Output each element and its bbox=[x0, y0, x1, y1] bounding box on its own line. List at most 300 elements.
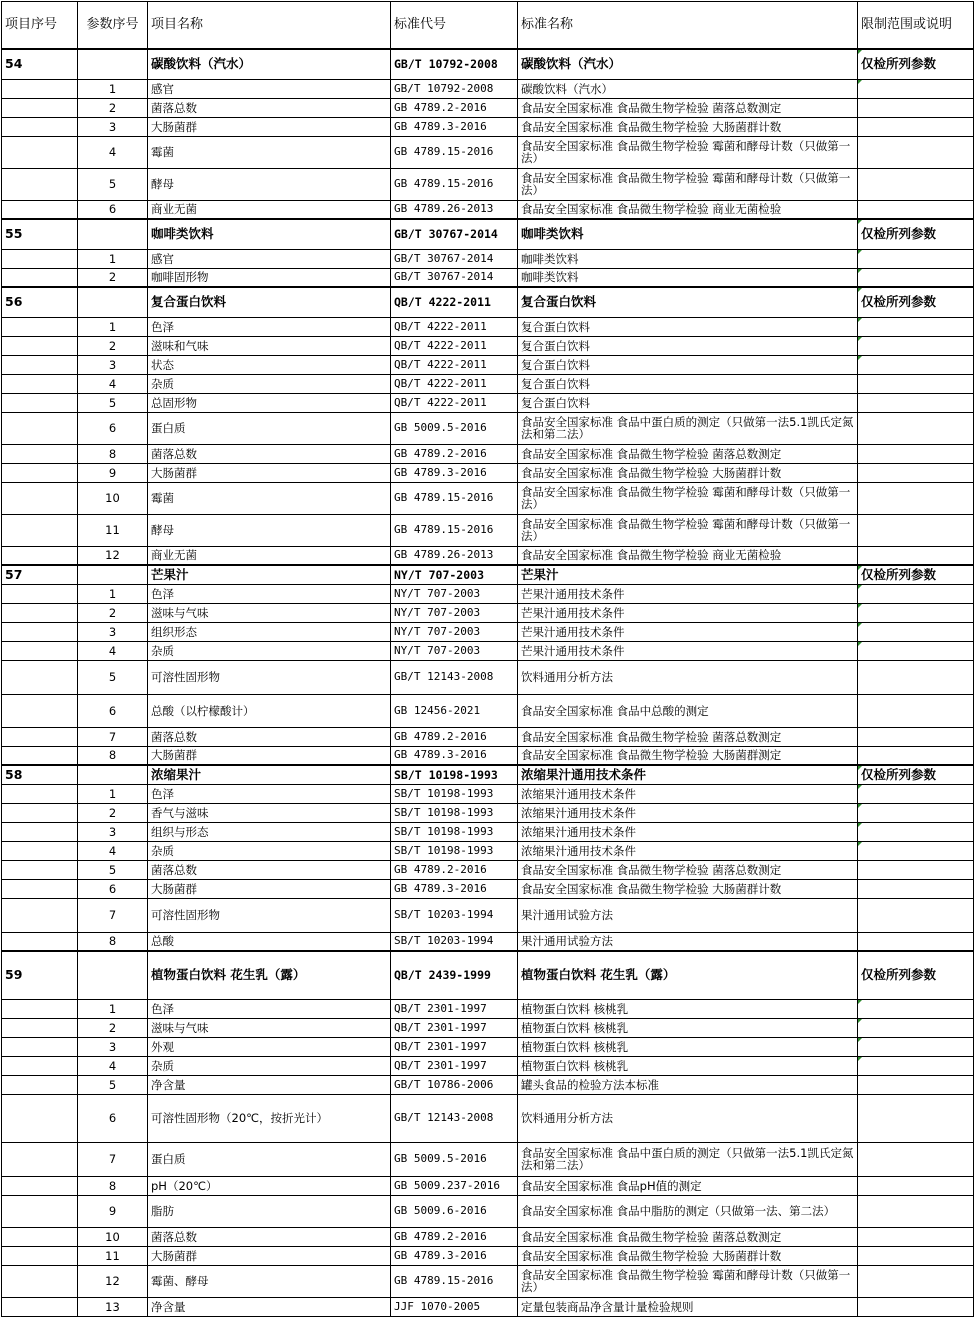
cell-standard-code bbox=[391, 803, 518, 822]
cell-standard-code bbox=[391, 268, 518, 287]
cell-text: 仅检所列参数 bbox=[861, 294, 937, 310]
cell-limit-scope bbox=[858, 660, 974, 694]
cell-standard-code bbox=[391, 784, 518, 803]
cell-standard-name bbox=[518, 1227, 858, 1246]
table-row bbox=[2, 1195, 974, 1227]
cell-text: 芒果汁通用技术条件 bbox=[521, 624, 625, 639]
cell-item-name bbox=[148, 1018, 391, 1037]
cell-text: GB 4789.2-2016 bbox=[394, 729, 487, 743]
table-row bbox=[2, 622, 974, 641]
cell-text: 咖啡类饮料 bbox=[521, 226, 584, 242]
cell-param-no bbox=[78, 514, 148, 546]
cell-item-name bbox=[148, 444, 391, 463]
cell-standard-name bbox=[518, 603, 858, 622]
cell-text: 55 bbox=[5, 226, 23, 242]
cell-item-no bbox=[2, 694, 78, 727]
cell-text: GB 4789.26-2013 bbox=[394, 548, 494, 562]
cell-item-no bbox=[2, 1075, 78, 1094]
cell-limit-scope bbox=[858, 784, 974, 803]
cell-item-no bbox=[2, 999, 78, 1018]
cell-param-no bbox=[78, 1018, 148, 1037]
cell-limit-scope bbox=[858, 317, 974, 336]
cell-text: 状态 bbox=[151, 357, 174, 372]
cell-text: 可溶性固形物（20℃，按折光计） bbox=[151, 1111, 329, 1125]
cell-text: 食品安全国家标准 食品微生物学检验 菌落总数测定 bbox=[521, 100, 782, 115]
cell-text: 5 bbox=[108, 177, 117, 191]
cell-limit-scope bbox=[858, 1176, 974, 1195]
cell-item-no bbox=[2, 117, 78, 136]
table-row bbox=[2, 117, 974, 136]
cell-standard-name bbox=[518, 1037, 858, 1056]
cell-standard-name bbox=[518, 1075, 858, 1094]
cell-item-name bbox=[148, 482, 391, 514]
cell-text: 1 bbox=[108, 786, 117, 801]
cell-item-name bbox=[148, 1094, 391, 1142]
cell-item-name bbox=[148, 374, 391, 393]
cell-param-no bbox=[78, 765, 148, 784]
cell-param-no bbox=[78, 584, 148, 603]
cell-text: GB 5009.237-2016 bbox=[394, 1178, 500, 1192]
cell-text: 大肠菌群 bbox=[151, 1248, 197, 1263]
cell-limit-scope bbox=[858, 932, 974, 951]
cell-standard-code bbox=[391, 514, 518, 546]
cell-text: 4 bbox=[108, 843, 117, 858]
cell-text: GB 12456-2021 bbox=[394, 703, 481, 717]
cell-standard-code bbox=[391, 117, 518, 136]
cell-param-no bbox=[78, 1037, 148, 1056]
cell-limit-scope bbox=[858, 136, 974, 168]
table-row bbox=[2, 412, 974, 444]
cell-standard-code bbox=[391, 565, 518, 584]
cell-limit-scope bbox=[858, 79, 974, 98]
cell-standard-name bbox=[518, 727, 858, 746]
cell-limit-scope bbox=[858, 463, 974, 482]
cell-standard-code bbox=[391, 1176, 518, 1195]
cell-text: 滋味与气味 bbox=[151, 1020, 209, 1035]
cell-limit-scope bbox=[858, 219, 974, 249]
cell-text: 植物蛋白饮料 核桃乳 bbox=[521, 1058, 629, 1073]
cell-text: 仅检所列参数 bbox=[861, 566, 937, 582]
cell-text: 香气与滋味 bbox=[151, 805, 209, 820]
cell-text: 外观 bbox=[151, 1039, 174, 1054]
cell-text: GB/T 30767-2014 bbox=[394, 227, 498, 242]
cell-text: 食品安全国家标准 食品pH值的测定 bbox=[521, 1178, 702, 1193]
cell-limit-scope bbox=[858, 117, 974, 136]
cell-param-no bbox=[78, 641, 148, 660]
cell-standard-code bbox=[391, 879, 518, 898]
cell-text: GB 4789.2-2016 bbox=[394, 100, 487, 114]
cell-item-no bbox=[2, 898, 78, 932]
header-row bbox=[2, 2, 974, 50]
cell-text: 滋味与气味 bbox=[151, 605, 209, 620]
table-body bbox=[2, 49, 974, 1316]
table-row bbox=[2, 200, 974, 219]
cell-limit-scope bbox=[858, 168, 974, 200]
cell-note-marker-icon bbox=[858, 80, 862, 84]
table-row bbox=[2, 393, 974, 412]
cell-text: 色泽 bbox=[151, 786, 174, 801]
cell-item-name bbox=[148, 1246, 391, 1265]
cell-item-no bbox=[2, 622, 78, 641]
cell-text: 碳酸饮料（汽水） bbox=[521, 56, 622, 72]
table-row bbox=[2, 444, 974, 463]
cell-limit-scope bbox=[858, 622, 974, 641]
cell-limit-scope bbox=[858, 200, 974, 219]
cell-text: 浓缩果汁通用技术条件 bbox=[521, 766, 647, 782]
cell-standard-code bbox=[391, 546, 518, 565]
cell-param-no bbox=[78, 287, 148, 317]
cell-param-no bbox=[78, 932, 148, 951]
cell-text: NY/T 707-2003 bbox=[394, 643, 481, 657]
cell-text: 4 bbox=[108, 376, 117, 391]
table-row bbox=[2, 374, 974, 393]
cell-text: 饮料通用分析方法 bbox=[521, 670, 613, 684]
cell-note-marker-icon bbox=[858, 604, 862, 608]
cell-text: 9 bbox=[108, 465, 117, 480]
cell-standard-name bbox=[518, 803, 858, 822]
cell-item-no bbox=[2, 317, 78, 336]
cell-text: 浓缩果汁 bbox=[151, 766, 202, 782]
cell-text: 植物蛋白饮料 花生乳（露） bbox=[521, 967, 676, 983]
cell-standard-code bbox=[391, 1075, 518, 1094]
cell-standard-name bbox=[518, 746, 858, 765]
cell-text: 56 bbox=[5, 294, 23, 310]
cell-text: 色泽 bbox=[151, 1001, 174, 1016]
cell-standard-code bbox=[391, 1265, 518, 1297]
cell-limit-scope bbox=[858, 1075, 974, 1094]
cell-text: 饮料通用分析方法 bbox=[521, 1111, 613, 1125]
cell-text: 1 bbox=[108, 251, 117, 266]
cell-standard-name bbox=[518, 765, 858, 784]
table-row bbox=[2, 999, 974, 1018]
cell-text: 菌落总数 bbox=[151, 100, 197, 115]
cell-standard-code bbox=[391, 1018, 518, 1037]
cell-text: 仅检所列参数 bbox=[861, 766, 937, 782]
cell-standard-name bbox=[518, 168, 858, 200]
cell-text: 芒果汁 bbox=[151, 566, 189, 582]
cell-text: GB/T 10792-2008 bbox=[394, 57, 498, 72]
cell-text: 59 bbox=[5, 967, 23, 983]
cell-text: 2 bbox=[108, 338, 117, 353]
cell-standard-name bbox=[518, 317, 858, 336]
cell-text: 酵母 bbox=[151, 523, 174, 537]
cell-text: GB/T 12143-2008 bbox=[394, 670, 494, 683]
table-row bbox=[2, 1094, 974, 1142]
cell-param-no bbox=[78, 746, 148, 765]
cell-param-no bbox=[78, 117, 148, 136]
cell-text: 5 bbox=[108, 670, 117, 684]
cell-param-no bbox=[78, 1227, 148, 1246]
cell-limit-scope bbox=[858, 746, 974, 765]
table-row bbox=[2, 336, 974, 355]
cell-limit-scope bbox=[858, 287, 974, 317]
cell-item-name bbox=[148, 765, 391, 784]
cell-standard-code bbox=[391, 622, 518, 641]
cell-item-name bbox=[148, 200, 391, 219]
cell-standard-name bbox=[518, 117, 858, 136]
table-row bbox=[2, 660, 974, 694]
cell-standard-code bbox=[391, 168, 518, 200]
cell-param-no bbox=[78, 565, 148, 584]
cell-item-no bbox=[2, 765, 78, 784]
cell-text: 4 bbox=[108, 643, 117, 658]
cell-standard-code bbox=[391, 951, 518, 999]
cell-standard-code bbox=[391, 79, 518, 98]
cell-item-no bbox=[2, 268, 78, 287]
cell-limit-scope bbox=[858, 1297, 974, 1316]
cell-text: 57 bbox=[5, 566, 23, 582]
cell-standard-name bbox=[518, 546, 858, 565]
cell-item-no bbox=[2, 565, 78, 584]
cell-note-marker-icon bbox=[858, 318, 862, 322]
cell-note-marker-icon bbox=[858, 288, 862, 292]
cell-standard-name bbox=[518, 641, 858, 660]
table-row-project bbox=[2, 49, 974, 79]
cell-item-name bbox=[148, 694, 391, 727]
cell-note-marker-icon bbox=[858, 220, 862, 224]
cell-text: NY/T 707-2003 bbox=[394, 586, 481, 600]
cell-text: 大肠菌群 bbox=[151, 881, 197, 896]
cell-note-marker-icon bbox=[858, 585, 862, 589]
cell-text: 芒果汁通用技术条件 bbox=[521, 605, 625, 620]
cell-text: QB/T 2439-1999 bbox=[394, 968, 491, 983]
cell-param-no bbox=[78, 168, 148, 200]
cell-param-no bbox=[78, 660, 148, 694]
table-row bbox=[2, 803, 974, 822]
cell-limit-scope bbox=[858, 765, 974, 784]
cell-text: 色泽 bbox=[151, 319, 174, 334]
cell-text: 植物蛋白饮料 核桃乳 bbox=[521, 1039, 629, 1054]
cell-standard-code bbox=[391, 317, 518, 336]
cell-standard-name bbox=[518, 999, 858, 1018]
cell-text: 8 bbox=[108, 748, 117, 763]
cell-limit-scope bbox=[858, 1265, 974, 1297]
cell-item-name bbox=[148, 746, 391, 765]
cell-standard-name bbox=[518, 1142, 858, 1176]
cell-standard-code bbox=[391, 1246, 518, 1265]
cell-text: 食品安全国家标准 食品微生物学检验 大肠菌群测定 bbox=[521, 748, 782, 763]
cell-text: 芒果汁通用技术条件 bbox=[521, 643, 625, 658]
cell-text: 净含量 bbox=[151, 1077, 186, 1092]
cell-text: GB 4789.15-2016 bbox=[394, 523, 494, 536]
cell-text: 6 bbox=[108, 202, 117, 217]
header-standard-code: 标准代号 bbox=[391, 2, 518, 50]
cell-item-name bbox=[148, 1227, 391, 1246]
cell-standard-name bbox=[518, 841, 858, 860]
cell-text: 复合蛋白饮料 bbox=[521, 357, 590, 372]
cell-standard-code bbox=[391, 249, 518, 268]
cell-standard-name bbox=[518, 249, 858, 268]
cell-text: 碳酸饮料（汽水） bbox=[521, 81, 613, 96]
cell-note-marker-icon bbox=[858, 1038, 862, 1042]
cell-standard-name bbox=[518, 1246, 858, 1265]
cell-text: SB/T 10203-1994 bbox=[394, 934, 494, 948]
cell-text: SB/T 10198-1993 bbox=[394, 786, 494, 800]
cell-text: 杂质 bbox=[151, 643, 174, 658]
cell-param-no bbox=[78, 444, 148, 463]
cell-item-name bbox=[148, 393, 391, 412]
cell-item-name bbox=[148, 268, 391, 287]
cell-standard-name bbox=[518, 514, 858, 546]
cell-text: 芒果汁通用技术条件 bbox=[521, 586, 625, 601]
cell-text: 8 bbox=[108, 934, 117, 949]
cell-item-name bbox=[148, 412, 391, 444]
cell-text: 3 bbox=[108, 624, 117, 639]
cell-text: 3 bbox=[108, 824, 117, 839]
cell-limit-scope bbox=[858, 999, 974, 1018]
cell-item-no bbox=[2, 1246, 78, 1265]
cell-standard-name bbox=[518, 336, 858, 355]
cell-text: 3 bbox=[108, 1039, 117, 1054]
cell-standard-code bbox=[391, 1037, 518, 1056]
cell-text: 3 bbox=[108, 119, 117, 134]
cell-text: 12 bbox=[105, 1274, 120, 1288]
cell-text: 霉菌 bbox=[151, 145, 174, 159]
cell-param-no bbox=[78, 1142, 148, 1176]
cell-text: 3 bbox=[108, 357, 117, 372]
cell-text: 可溶性固形物 bbox=[151, 908, 220, 922]
cell-standard-name bbox=[518, 287, 858, 317]
cell-item-name bbox=[148, 898, 391, 932]
cell-item-no bbox=[2, 287, 78, 317]
cell-limit-scope bbox=[858, 1227, 974, 1246]
cell-limit-scope bbox=[858, 584, 974, 603]
cell-item-no bbox=[2, 463, 78, 482]
cell-standard-code bbox=[391, 287, 518, 317]
cell-standard-code bbox=[391, 898, 518, 932]
cell-param-no bbox=[78, 841, 148, 860]
cell-text: 杂质 bbox=[151, 1058, 174, 1073]
header-limit-scope: 限制范围或说明 bbox=[858, 2, 974, 50]
cell-text: 感官 bbox=[151, 81, 174, 96]
cell-text: QB/T 2301-1997 bbox=[394, 1039, 487, 1053]
cell-item-name bbox=[148, 355, 391, 374]
cell-standard-code bbox=[391, 463, 518, 482]
cell-text: 咖啡类饮料 bbox=[521, 251, 579, 266]
cell-text: 菌落总数 bbox=[151, 1229, 197, 1244]
cell-text: SB/T 10203-1994 bbox=[394, 908, 494, 921]
cell-param-no bbox=[78, 219, 148, 249]
cell-text: QB/T 4222-2011 bbox=[394, 295, 491, 310]
table-row bbox=[2, 727, 974, 746]
cell-text: 6 bbox=[108, 881, 117, 896]
cell-item-no bbox=[2, 1265, 78, 1297]
table-row bbox=[2, 584, 974, 603]
cell-standard-code bbox=[391, 98, 518, 117]
cell-text: GB 4789.15-2016 bbox=[394, 145, 494, 158]
cell-param-no bbox=[78, 822, 148, 841]
cell-text: 11 bbox=[105, 523, 120, 537]
cell-param-no bbox=[78, 694, 148, 727]
cell-limit-scope bbox=[858, 49, 974, 79]
cell-text: 7 bbox=[108, 908, 117, 922]
table-row bbox=[2, 898, 974, 932]
cell-limit-scope bbox=[858, 603, 974, 622]
cell-standard-name bbox=[518, 822, 858, 841]
cell-item-no bbox=[2, 79, 78, 98]
cell-text: 霉菌 bbox=[151, 491, 174, 505]
cell-param-no bbox=[78, 1094, 148, 1142]
cell-standard-name bbox=[518, 622, 858, 641]
cell-text: 总酸（以柠檬酸计） bbox=[151, 703, 255, 718]
cell-text: 净含量 bbox=[151, 1299, 186, 1314]
cell-item-name bbox=[148, 514, 391, 546]
cell-param-no bbox=[78, 482, 148, 514]
cell-item-no bbox=[2, 444, 78, 463]
cell-text: 杂质 bbox=[151, 376, 174, 391]
cell-text: 霉菌、酵母 bbox=[151, 1274, 209, 1288]
cell-text: 脂肪 bbox=[151, 1204, 174, 1218]
cell-item-no bbox=[2, 784, 78, 803]
cell-standard-code bbox=[391, 822, 518, 841]
cell-standard-code bbox=[391, 136, 518, 168]
cell-text: 菌落总数 bbox=[151, 862, 197, 877]
cell-text: 食品安全国家标准 食品微生物学检验 大肠菌群计数 bbox=[521, 119, 782, 134]
cell-limit-scope bbox=[858, 694, 974, 727]
cell-text: GB 4789.15-2016 bbox=[394, 177, 494, 190]
cell-text: 食品安全国家标准 食品微生物学检验 商业无菌检验 bbox=[521, 548, 782, 563]
cell-param-no bbox=[78, 860, 148, 879]
cell-text: 5 bbox=[108, 862, 117, 877]
cell-limit-scope bbox=[858, 546, 974, 565]
cell-limit-scope bbox=[858, 412, 974, 444]
cell-item-name bbox=[148, 1176, 391, 1195]
table-row bbox=[2, 860, 974, 879]
cell-item-name bbox=[148, 803, 391, 822]
cell-item-no bbox=[2, 374, 78, 393]
cell-standard-code bbox=[391, 355, 518, 374]
standards-table bbox=[1, 1, 974, 1317]
cell-limit-scope bbox=[858, 514, 974, 546]
cell-text: 色泽 bbox=[151, 586, 174, 601]
cell-item-name bbox=[148, 249, 391, 268]
cell-text: 1 bbox=[108, 1001, 117, 1016]
cell-param-no bbox=[78, 546, 148, 565]
cell-text: 食品安全国家标准 食品中总酸的测定 bbox=[521, 703, 709, 718]
cell-text: 8 bbox=[108, 1178, 117, 1193]
cell-param-no bbox=[78, 317, 148, 336]
cell-note-marker-icon bbox=[858, 1019, 862, 1023]
cell-item-name bbox=[148, 822, 391, 841]
cell-text: 酵母 bbox=[151, 177, 174, 191]
cell-item-no bbox=[2, 803, 78, 822]
cell-param-no bbox=[78, 374, 148, 393]
cell-text: 仅检所列参数 bbox=[861, 967, 937, 983]
cell-item-name bbox=[148, 622, 391, 641]
cell-text: 复合蛋白饮料 bbox=[521, 319, 590, 334]
cell-text: 浓缩果汁通用技术条件 bbox=[521, 786, 636, 801]
cell-standard-name bbox=[518, 79, 858, 98]
cell-limit-scope bbox=[858, 879, 974, 898]
cell-text: QB/T 4222-2011 bbox=[394, 395, 487, 409]
cell-standard-code bbox=[391, 841, 518, 860]
cell-standard-name bbox=[518, 1297, 858, 1316]
cell-item-name bbox=[148, 951, 391, 999]
cell-item-no bbox=[2, 514, 78, 546]
cell-text: 食品安全国家标准 食品微生物学检验 菌落总数测定 bbox=[521, 1229, 782, 1244]
cell-param-no bbox=[78, 268, 148, 287]
cell-text: 蛋白质 bbox=[151, 1152, 186, 1166]
cell-param-no bbox=[78, 1075, 148, 1094]
cell-text: 1 bbox=[108, 586, 117, 601]
cell-item-no bbox=[2, 860, 78, 879]
cell-item-name bbox=[148, 136, 391, 168]
cell-limit-scope bbox=[858, 641, 974, 660]
cell-limit-scope bbox=[858, 374, 974, 393]
cell-note-marker-icon bbox=[858, 842, 862, 846]
cell-limit-scope bbox=[858, 1246, 974, 1265]
cell-text: 大肠菌群 bbox=[151, 465, 197, 480]
